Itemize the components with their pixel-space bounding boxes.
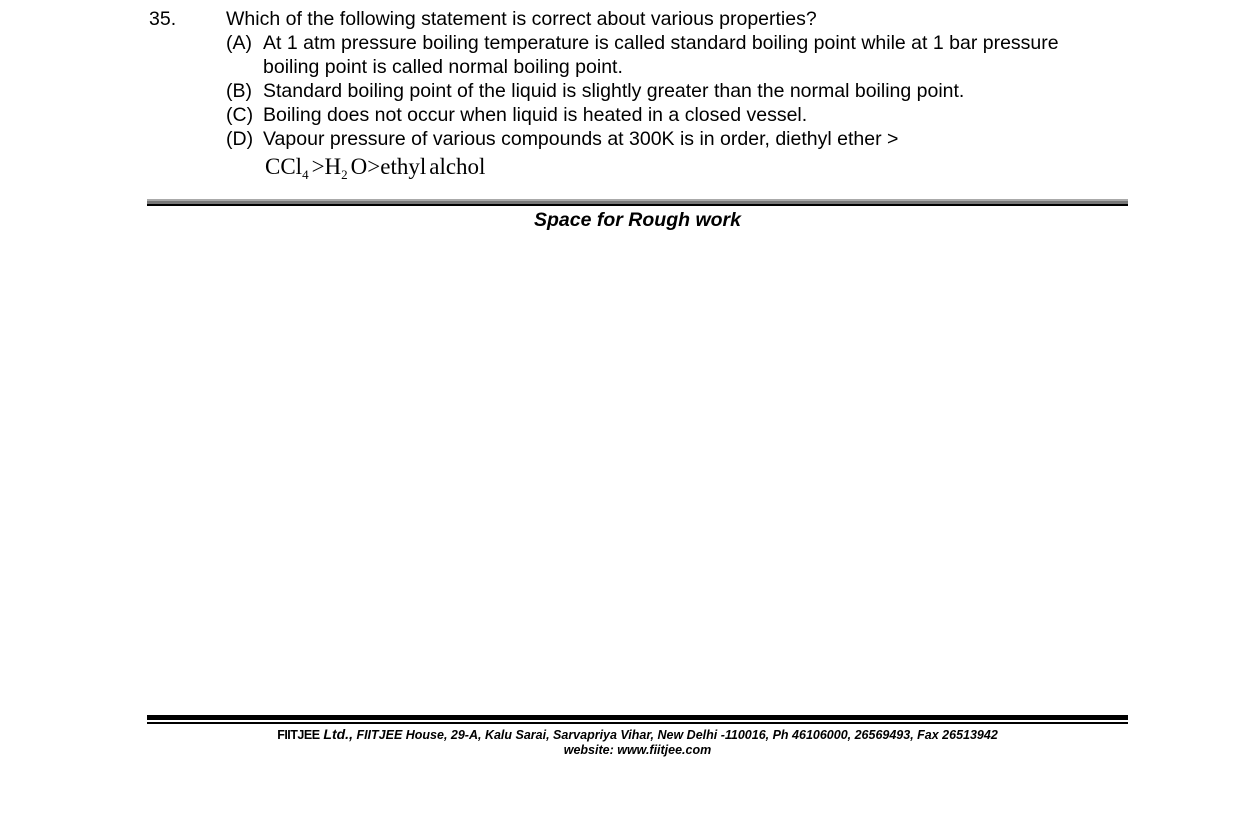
option-a-text-line1: At 1 atm pressure boiling temperature is called standard boiling point while at 1 bar pressure: [263, 32, 1059, 54]
top-divider: [147, 199, 1128, 207]
formula-sub-4: 4: [302, 167, 309, 182]
footer-address: FIITJEE House, 29-A, Kalu Sarai, Sarvapriya Vihar, New Delhi -110016, Ph 46106000, 26569493, Fax 26513942: [352, 728, 998, 742]
bottom-divider: [147, 715, 1128, 724]
option-c-label: (C): [226, 104, 254, 126]
footer-address-line: [147, 727, 1128, 743]
option-b-text: Standard boiling point of the liquid is slightly greater than the normal boiling point.: [263, 80, 965, 102]
option-a-label: (A): [226, 32, 252, 54]
option-b-label: (B): [226, 80, 252, 102]
footer-website: website: www.fiitjee.com: [563, 743, 712, 757]
formula-ccl: CCl: [265, 154, 303, 179]
page-footer: [147, 727, 1128, 758]
formula-h: >H: [311, 154, 342, 179]
option-d-label: (D): [226, 128, 254, 150]
vapour-pressure-formula: [265, 152, 485, 182]
option-c-text: Boiling does not occur when liquid is heated in a closed vessel.: [263, 104, 808, 126]
option-d-text: Vapour pressure of various compounds at 300K is in order, diethyl ether >: [263, 128, 899, 150]
formula-sub-2: 2: [341, 167, 348, 182]
footer-brand: FIITJEE: [277, 728, 320, 742]
question-number: 35.: [149, 8, 177, 30]
formula-o-ethyl: O>ethyl: [350, 154, 427, 179]
rough-work-title: Space for Rough work: [534, 209, 741, 231]
question-text: Which of the following statement is correct about various properties?: [226, 8, 817, 30]
formula-alchol: alchol: [429, 154, 486, 179]
footer-ltd: Ltd.,: [319, 726, 353, 742]
option-a-text-line2: boiling point is called normal boiling point.: [263, 56, 623, 78]
